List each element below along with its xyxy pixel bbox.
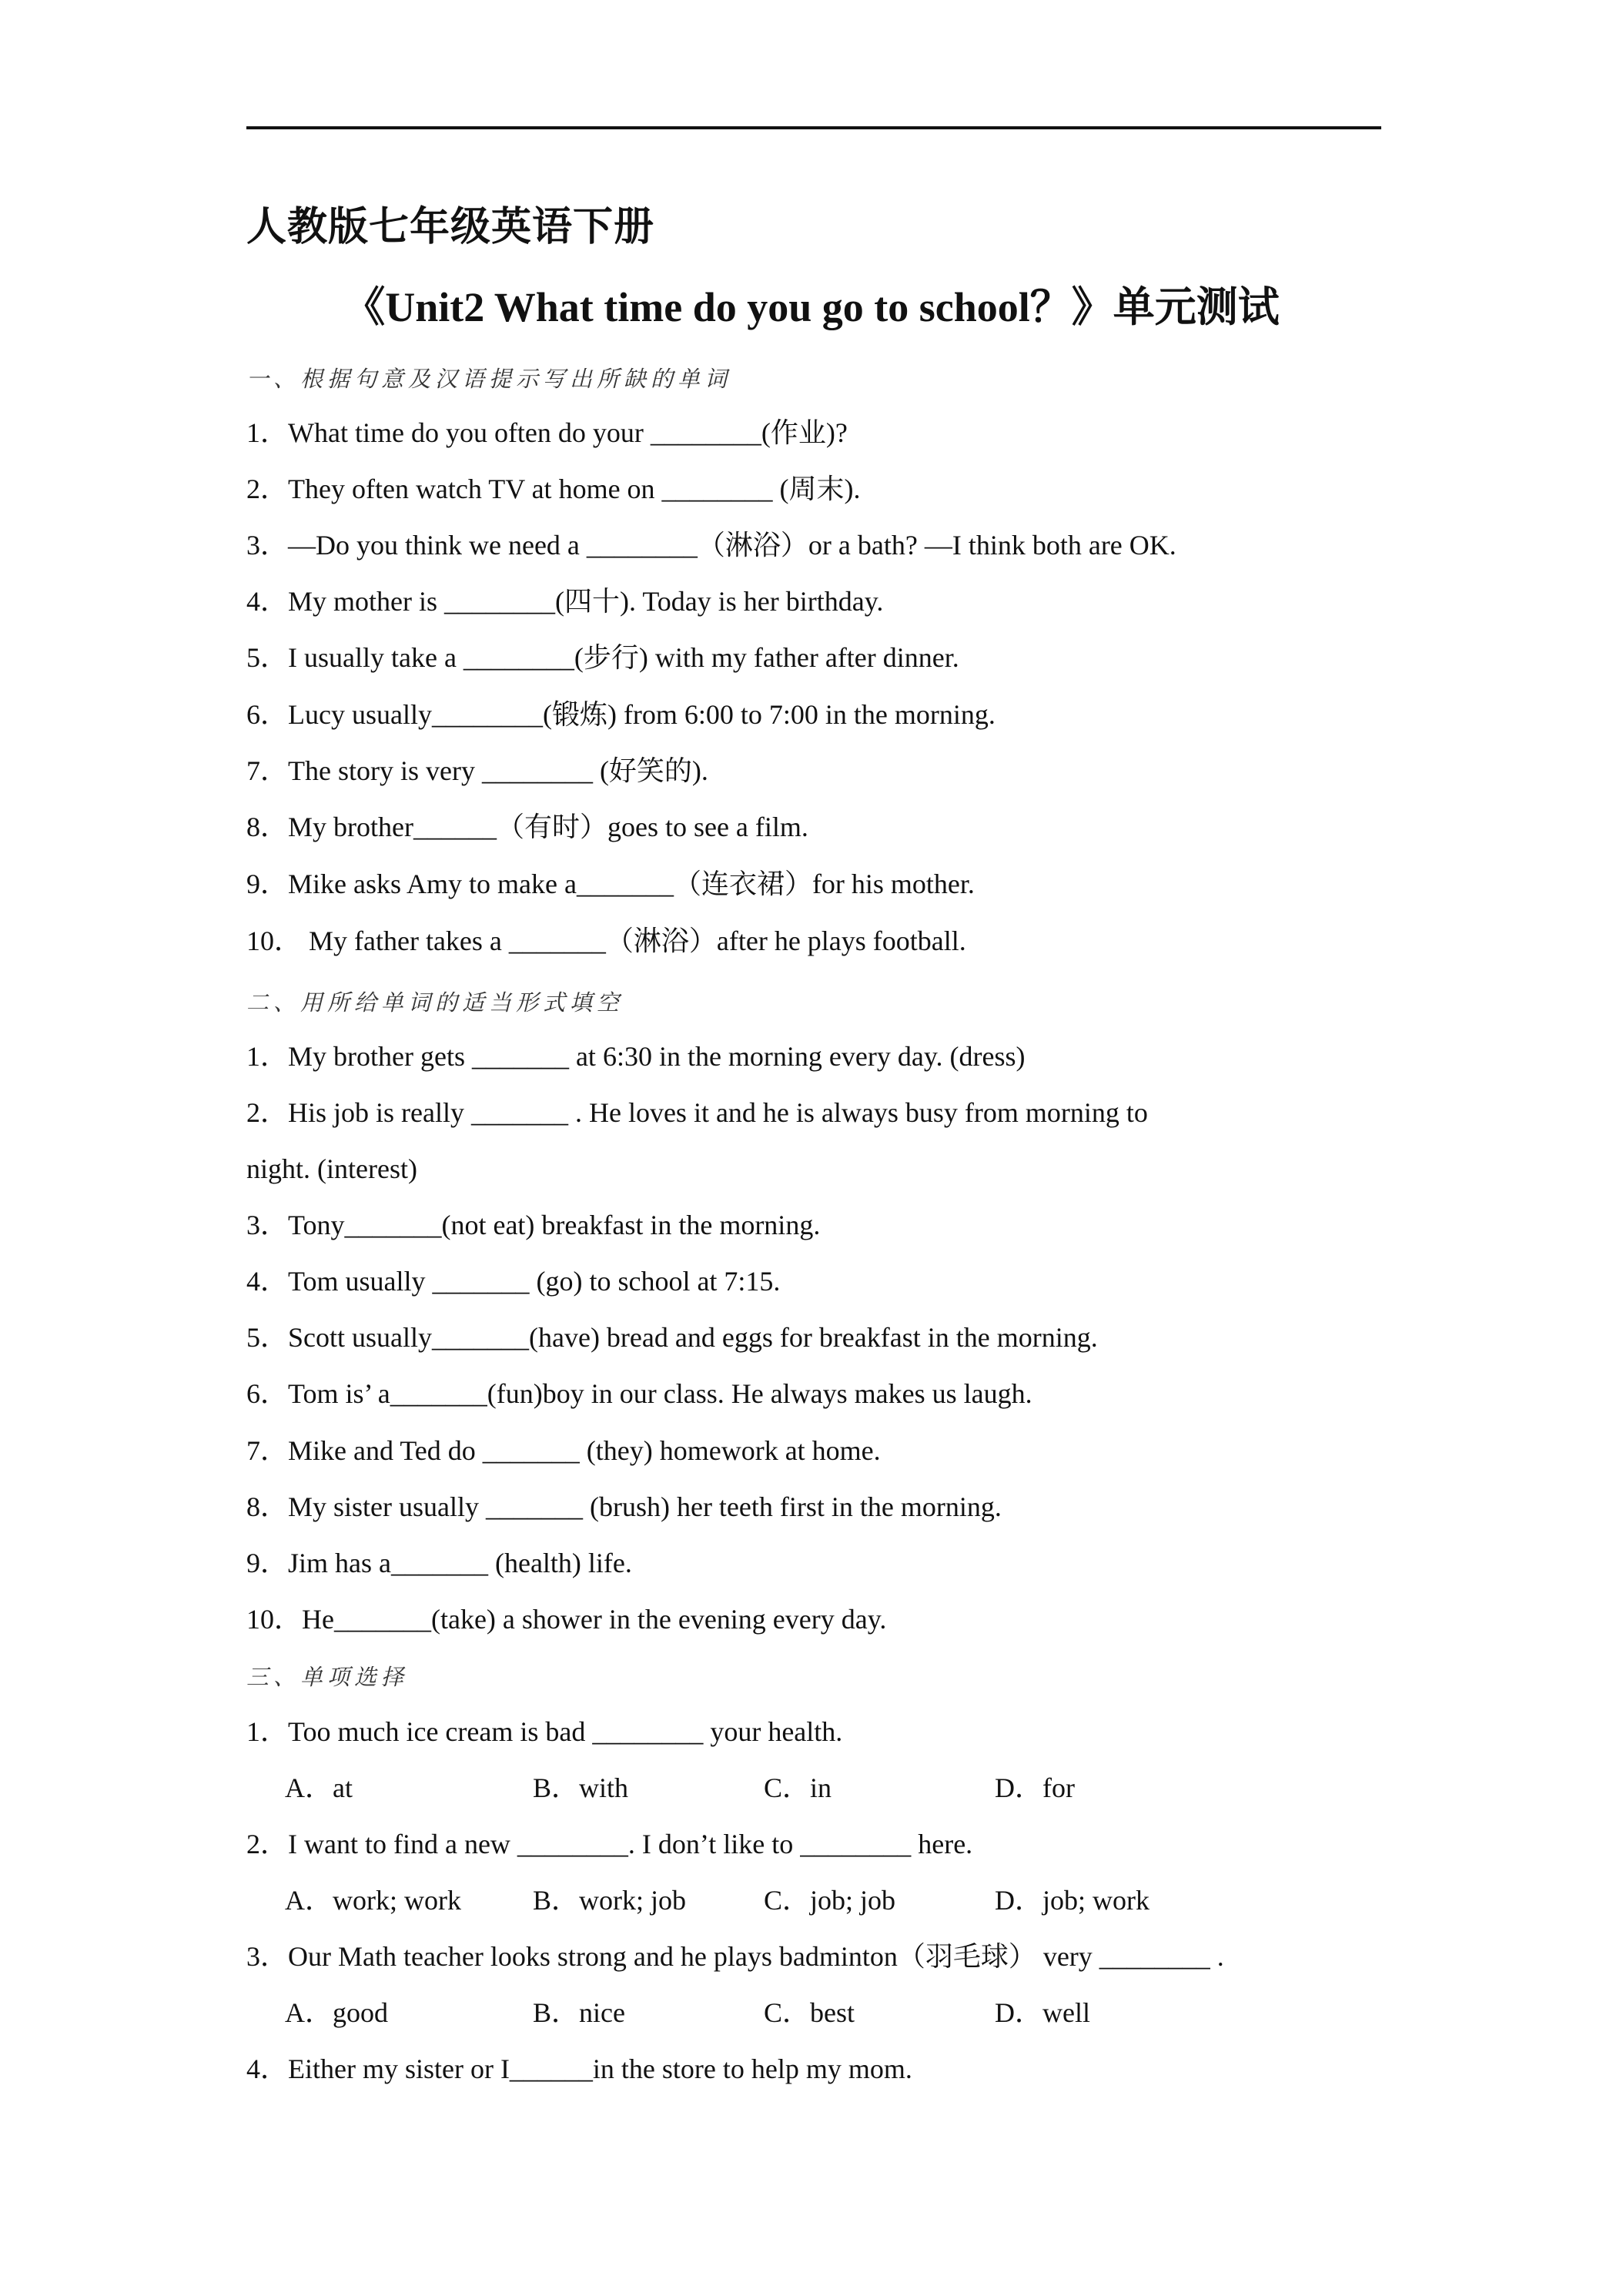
s3-q2-stem: 2．I want to find a new ________. I don’t like to ________ here.	[246, 1829, 973, 1859]
s3-q2-option-d: D．job; work	[995, 1885, 1149, 1916]
s1-item-5: 5．I usually take a ________(步行) with my father after dinner.	[246, 642, 959, 673]
s3-q1-option-d: D．for	[995, 1772, 1075, 1803]
s1-item-7: 7．The story is very ________ (好笑的).	[246, 755, 708, 786]
s2-item-3: 3．Tony_______(not eat) breakfast in the morning.	[246, 1210, 821, 1240]
section-2-heading: 二、用所给单词的适当形式填空	[246, 989, 624, 1016]
s3-q4-stem: 4．Either my sister or I______in the store to help my mom.	[246, 2053, 912, 2084]
s3-q3-stem: 3．Our Math teacher looks strong and he plays badminton（羽毛球） very ________ .	[246, 1941, 1224, 1972]
s2-item-5: 5．Scott usually_______(have) bread and eggs for breakfast in the morning.	[246, 1322, 1098, 1353]
s3-q2-option-c: C．job; job	[764, 1885, 896, 1916]
s2-item-6: 6．Tom is’ a_______(fun)boy in our class. He always makes us laugh.	[246, 1378, 1032, 1409]
s1-item-10: 10． My father takes a _______（淋浴）after he plays football.	[246, 925, 966, 956]
s1-item-4: 4．My mother is ________(四十). Today is her birthday.	[246, 586, 884, 617]
s2-item-2: 2．His job is really _______ . He loves it and he is always busy from morning to	[246, 1097, 1148, 1128]
s3-q3-option-d: D．well	[995, 1997, 1090, 2028]
s1-item-6: 6．Lucy usually________(锻炼) from 6:00 to 7:00 in the morning.	[246, 699, 996, 730]
s2-item-10: 10．He_______(take) a shower in the evening every day.	[246, 1604, 887, 1635]
s3-q1-option-b: B．with	[533, 1772, 629, 1803]
s2-item-8: 8．My sister usually _______ (brush) her teeth first in the morning.	[246, 1491, 1002, 1522]
s1-item-8: 8．My brother______（有时）goes to see a film.	[246, 812, 808, 842]
s3-q1-stem: 1．Too much ice cream is bad ________ your health.	[246, 1716, 843, 1747]
s3-q1-option-a: A．at	[285, 1772, 353, 1803]
s3-q3-option-a: A．good	[285, 1997, 388, 2028]
s3-q1-option-c: C．in	[764, 1772, 832, 1803]
s1-item-1: 1．What time do you often do your ________(作业)?	[246, 417, 848, 448]
s1-item-3: 3．—Do you think we need a ________（淋浴）or a bath? —I think both are OK.	[246, 530, 1176, 561]
s3-q3-option-b: B．nice	[533, 1997, 625, 2028]
s2-item-2-cont: night. (interest)	[246, 1153, 417, 1184]
s1-item-2: 2．They often watch TV at home on ________ (周末).	[246, 474, 861, 504]
s3-q2-option-a: A．work; work	[285, 1885, 461, 1916]
unit-title: 《Unit2 What time do you go to school？》单元测试	[343, 284, 1280, 330]
header-rule	[246, 126, 1381, 129]
section-3-heading: 三、单项选择	[246, 1664, 409, 1690]
s2-item-4: 4．Tom usually _______ (go) to school at 7:15.	[246, 1266, 781, 1297]
s3-q3-option-c: C．best	[764, 1997, 855, 2028]
s2-item-7: 7．Mike and Ted do _______ (they) homework at home.	[246, 1435, 881, 1466]
s2-item-9: 9．Jim has a_______ (health) life.	[246, 1548, 632, 1578]
section-1-heading: 一、根据句意及汉语提示写出所缺的单词	[246, 366, 732, 392]
s3-q2-option-b: B．work; job	[533, 1885, 687, 1916]
s2-item-1: 1．My brother gets _______ at 6:30 in the morning every day. (dress)	[246, 1041, 1026, 1072]
s1-item-9: 9．Mike asks Amy to make a_______（连衣裙）for his mother.	[246, 869, 975, 899]
book-title: 人教版七年级英语下册	[246, 204, 655, 250]
